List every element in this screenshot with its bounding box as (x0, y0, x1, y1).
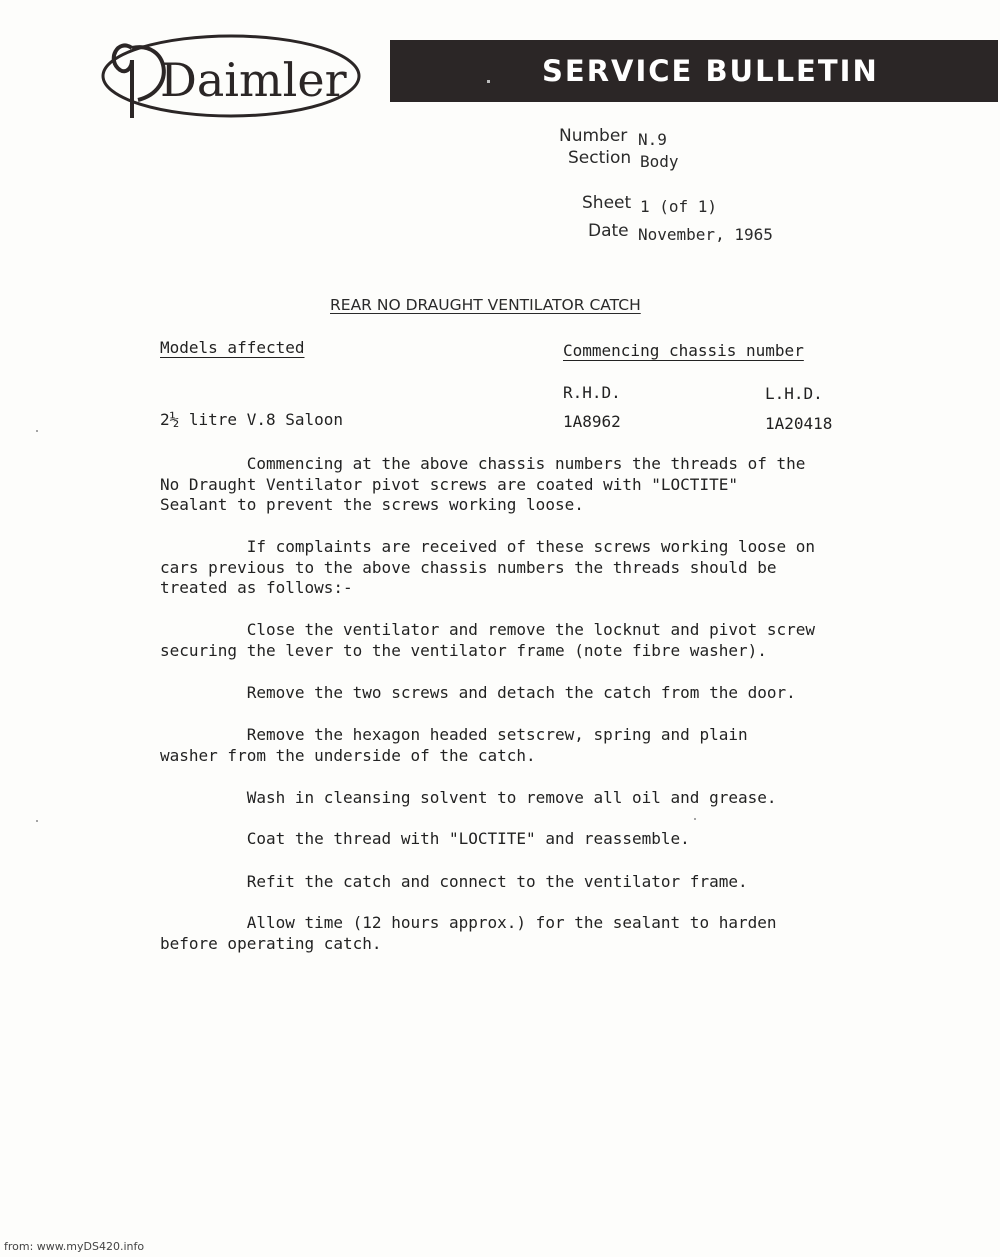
step-close-ventilator: Close the ventilator and remove the locknut and pivot screw securing the lever to the ventilator frame (note fibre washer). (160, 620, 816, 660)
service-bulletin-banner (390, 40, 998, 102)
step-refit-catch: Refit the catch and connect to the ventilator frame. (160, 872, 748, 891)
step-wash: Wash in cleansing solvent to remove all oil and grease. (160, 788, 777, 807)
bulletin-title: REAR NO DRAUGHT VENTILATOR CATCH (330, 296, 641, 314)
paragraph-complaints: If complaints are received of these screws working loose on cars previous to the above chassis numbers the threads should be treated as follows:- (160, 537, 816, 597)
step-remove-screws: Remove the two screws and detach the catch from the door. (160, 683, 796, 702)
model-name: 2½ litre V.8 Saloon (160, 410, 344, 429)
rhd-header: R.H.D. (563, 383, 621, 402)
logo-wordmark: Daimler (160, 53, 347, 107)
number-label: Number (559, 126, 628, 146)
sheet-value: 1 (of 1) (640, 197, 718, 216)
paper-speck (36, 430, 38, 432)
paper-speck (36, 820, 38, 822)
paragraph-intro: Commencing at the above chassis numbers the threads of the No Draught Ventilator pivot screws are coated with "LOCTITE" Sealant to prevent the screws working loose. (160, 454, 806, 514)
step-allow-time: Allow time (12 hours approx.) for the sealant to harden before operating catch. (160, 913, 777, 953)
source-footer: from: www.myDS420.info (4, 1240, 145, 1253)
section-value: Body (640, 152, 679, 171)
step-coat-thread: Coat the thread with "LOCTITE" and reassemble. (160, 829, 690, 848)
rhd-chassis-value: 1A8962 (563, 412, 621, 431)
models-affected-header: Models affected (160, 338, 305, 357)
lhd-chassis-value: 1A20418 (765, 414, 833, 433)
date-value: November, 1965 (638, 225, 773, 244)
banner-speck (487, 80, 490, 83)
paper-speck (694, 818, 696, 820)
section-label: Section (568, 148, 632, 168)
daimler-logo (98, 30, 364, 126)
banner-title: SERVICE BULLETIN (542, 54, 879, 88)
number-value: N.9 (638, 130, 667, 149)
lhd-header: L.H.D. (765, 384, 823, 403)
chassis-number-header: Commencing chassis number (563, 341, 804, 360)
step-remove-setscrew: Remove the hexagon headed setscrew, spring and plain washer from the underside of the catch. (160, 725, 748, 765)
sheet-label: Sheet (582, 193, 632, 213)
date-label: Date (588, 221, 629, 241)
